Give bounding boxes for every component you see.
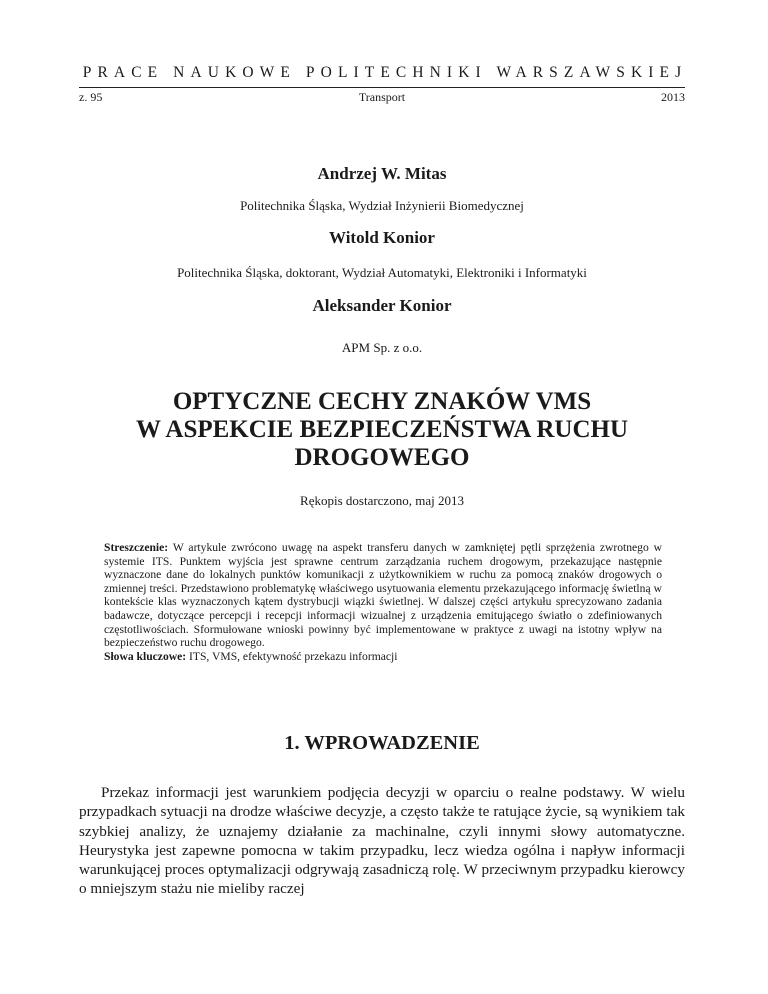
section-name: Transport: [358, 90, 406, 104]
abstract-text: W artykule zwrócono uwagę na aspekt transferu danych w zamkniętej pętli sprzężenia zwrotnego w systemie ITS. Punktem wyjścia jest sprawne centrum zarządzania ruchem drogowym, przekazujące następnie wyznaczone dane do lokalnych punktów komunikacji z użytkownikiem w ruchu za pomocą znaków drogowych o zmiennej treści. Przedstawiono problematykę właściwego usytuowania elementu przekazującego informację świetlną w kontekście klas wyznaczonych kątem dystrybucji wiązki świetlnej. W dalszej części artykułu sprecyzowano zadania badawcze, dotyczące percepcji i recepcji informacji wizualnej z urządzenia emitującego światło o zdefiniowanych częstotliwościach. Sformułowane wnioski powinny być implementowane w praktyce z uwagi na istotny wpływ na bezpieczeństwo ruchu drogowego.: [104, 541, 662, 650]
received-date: Rękopis dostarczono, maj 2013: [300, 493, 464, 508]
journal-name: PRACE NAUKOWE POLITECHNIKI WARSZAWSKIEJ: [82, 64, 688, 81]
paragraph: Przekaz informacji jest warunkiem podjęcia decyzji w oparciu o realne podstawy. W wielu przypadkach sytuacji na drodze właściwe decyzje, a często także te ratujące życie, są wynikiem tak szybkiej analizy, że uznajemy działanie za machinalne, czyli innymi słowy automatyczne. Heurystyka jest zapewne pomocna w takim przypadku, lecz wiedza ogólna i napływ informacji warunkującej proces optymalizacji odgrywają zasadniczą rolę. W przeciwnym przypadku kierowcy o mniejszym stażu nie mieliby raczej: [79, 784, 685, 898]
title-line: W ASPEKCIE BEZPIECZEŃSTWA RUCHU: [135, 416, 629, 443]
author-affiliation: Politechnika Śląska, doktorant, Wydział Automatyki, Elektroniki i Informatyki: [177, 265, 587, 280]
body-text: [79, 783, 685, 899]
author-name: Andrzej W. Mitas: [317, 164, 447, 183]
abstract: [104, 541, 662, 663]
volume-number: z. 95: [79, 90, 103, 104]
header-rule: [79, 87, 685, 88]
keywords-text: ITS, VMS, efektywność przekazu informacji: [189, 649, 398, 663]
title-line: DROGOWEGO: [294, 444, 470, 471]
title-line: OPTYCZNE CECHY ZNAKÓW VMS: [172, 388, 592, 415]
section-heading: 1. WPROWADZENIE: [284, 732, 480, 754]
abstract-label: Streszczenie:: [104, 541, 169, 554]
author-name: Aleksander Konior: [312, 296, 452, 315]
author-affiliation: APM Sp. z o.o.: [341, 340, 423, 355]
keywords-label: Słowa kluczowe:: [104, 649, 187, 663]
author-name: Witold Konior: [329, 228, 435, 247]
paper-title: [79, 388, 685, 472]
author-affiliation: Politechnika Śląska, Wydział Inżynierii Biomedycznej: [240, 198, 524, 213]
publication-year: 2013: [661, 90, 685, 104]
